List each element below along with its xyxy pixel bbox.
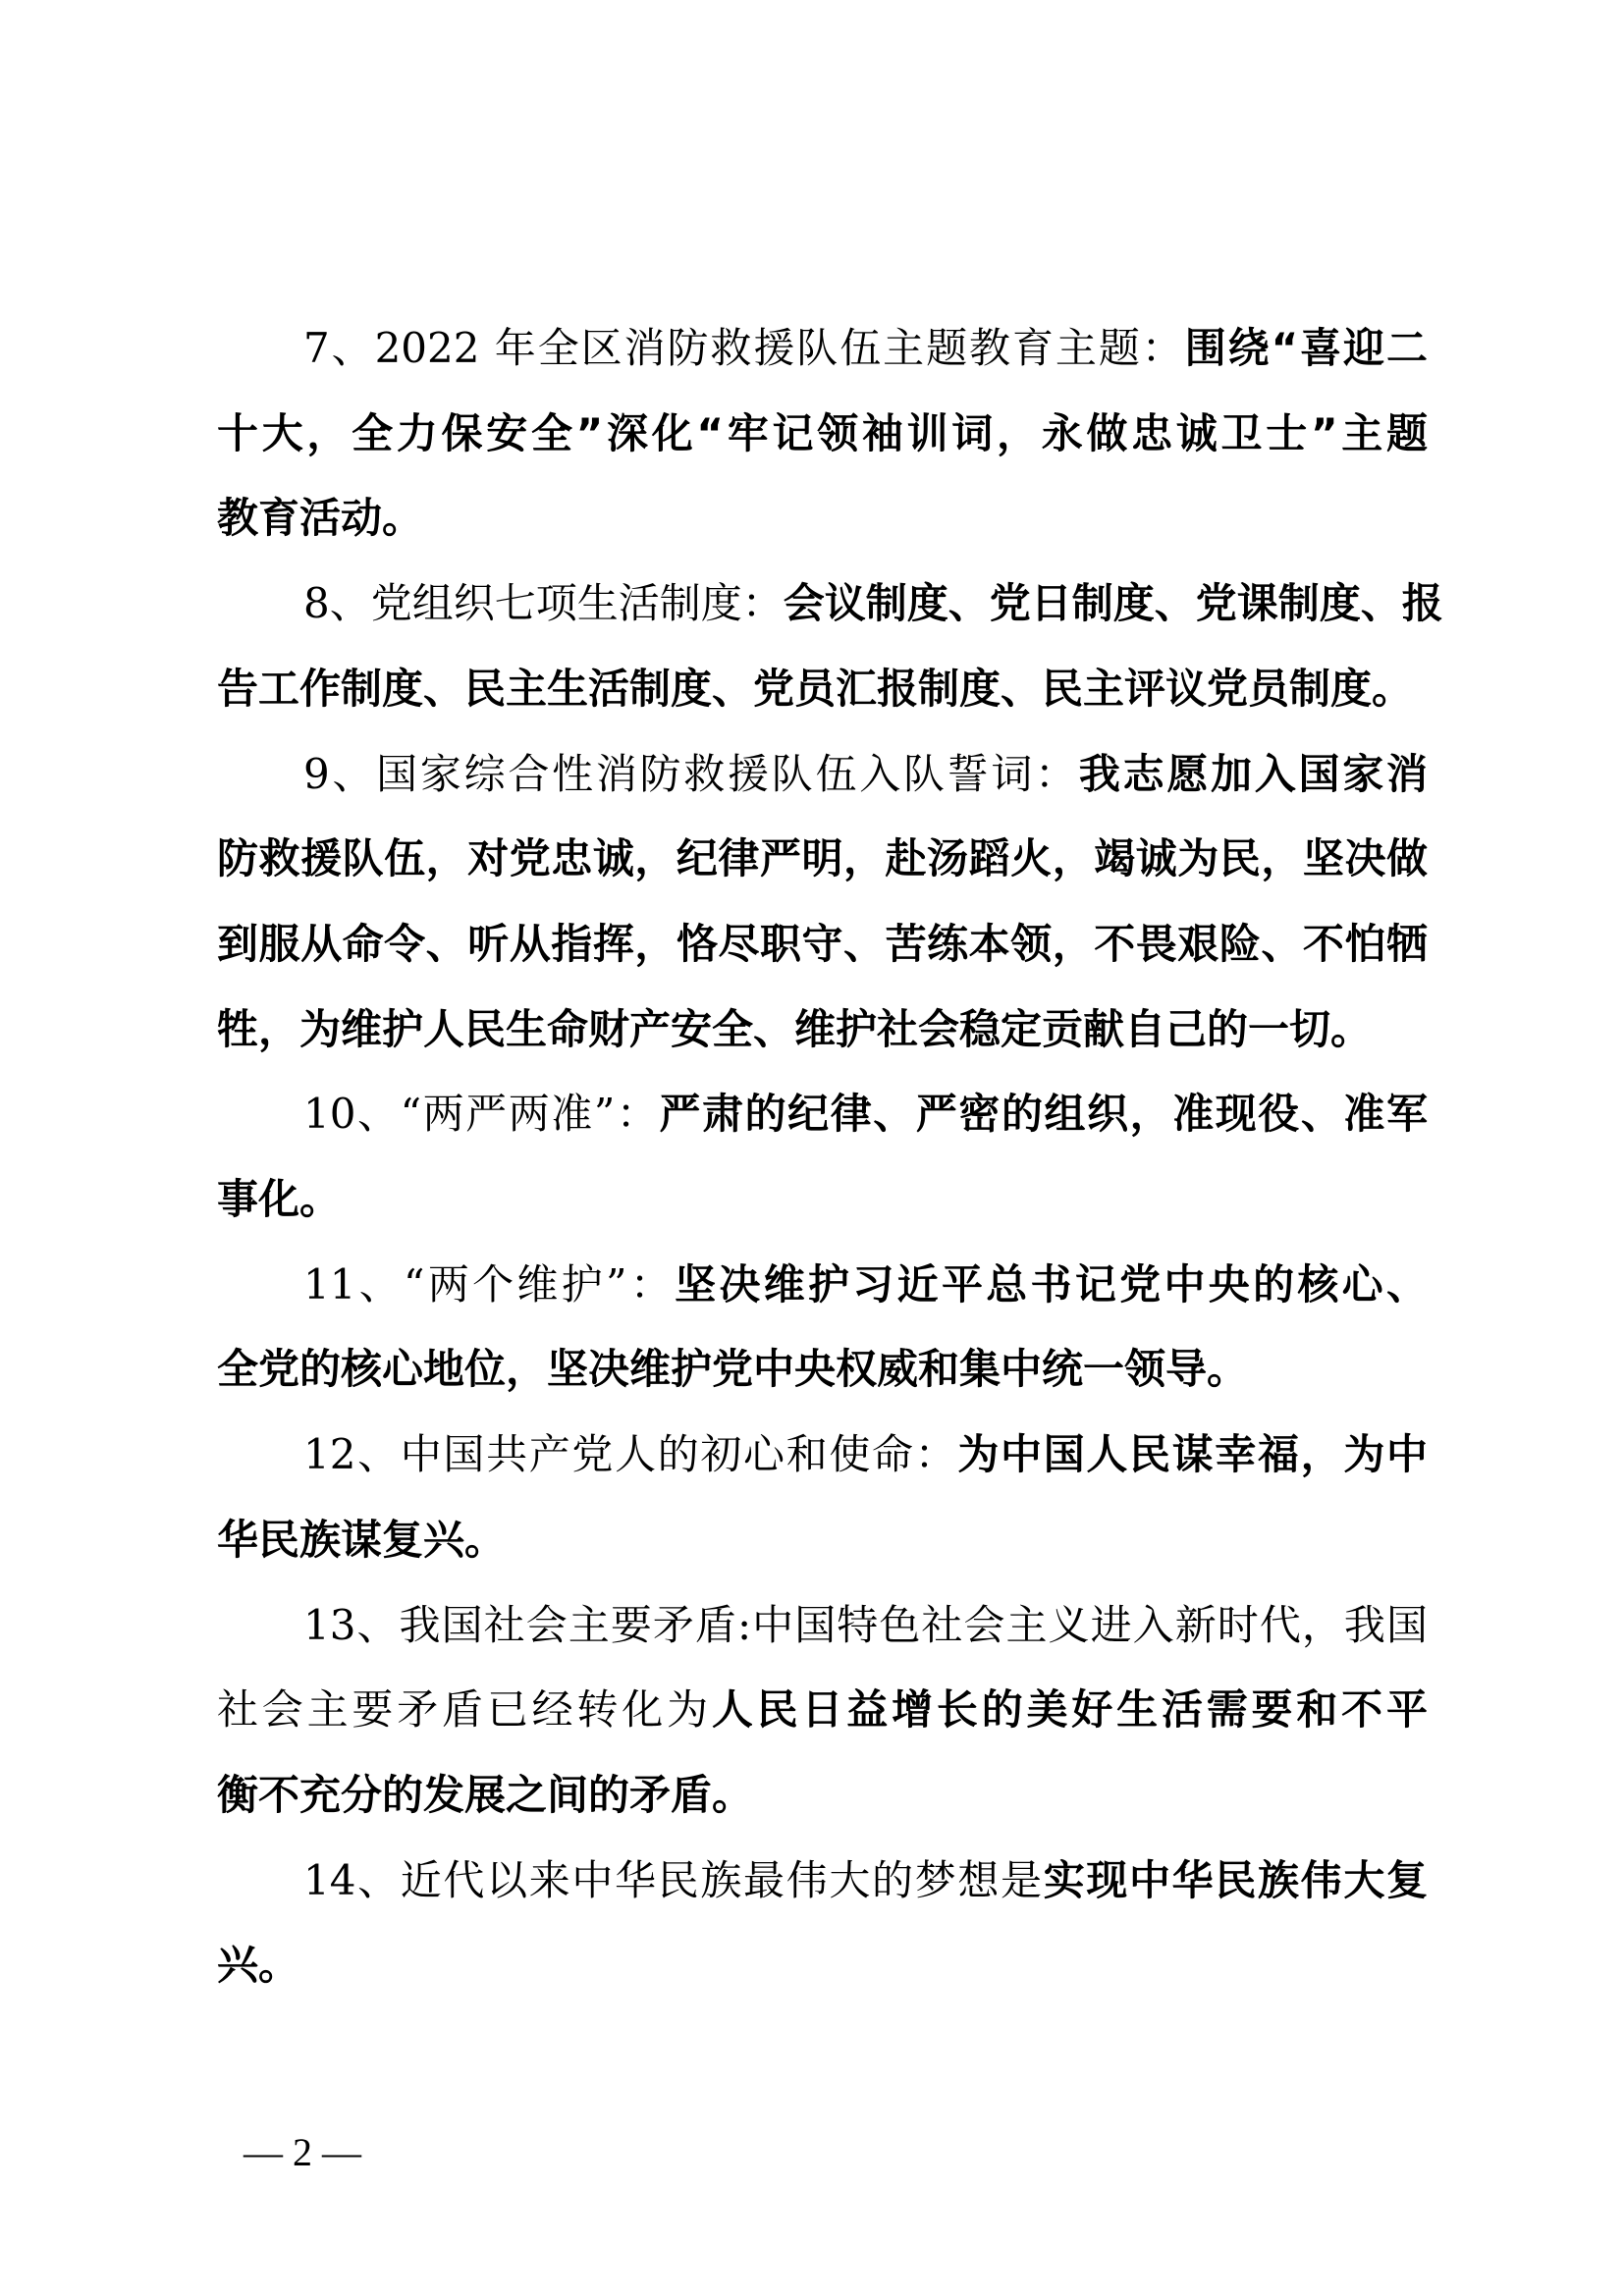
question-text: 11、“两个维护”： <box>303 1260 676 1308</box>
bold-answer-text: 防救援队伍，对党忠诚，纪律严明，赴汤蹈火，竭诚为民，坚决做 <box>217 834 1428 882</box>
page-number: — 2 — <box>244 2130 361 2174</box>
question-text: 13、我国社会主要矛盾:中国特色社会主义进入新时代，我国 <box>303 1601 1428 1649</box>
question-text: 9、国家综合性消防救援队伍入队誓词： <box>303 750 1079 798</box>
item-9-line-4 <box>217 1000 1428 1059</box>
item-12-line-2 <box>217 1511 1428 1570</box>
item-7-line-1 <box>303 319 1428 378</box>
question-text: 10、“两严两准”： <box>303 1090 660 1138</box>
question-text: 社会主要矛盾已经转化为 <box>217 1685 712 1734</box>
item-9-line-3 <box>217 915 1428 974</box>
bold-answer-text: 告工作制度、民主生活制度、党员汇报制度、民主评议党员制度。 <box>217 665 1414 713</box>
bold-answer-text: 衡不充分的发展之间的矛盾。 <box>217 1771 754 1819</box>
question-text: 7、2022 年全区消防救援队伍主题教育主题： <box>303 324 1185 372</box>
bold-answer-text: 会议制度、党日制度、党课制度、报 <box>783 579 1443 627</box>
item-7-line-3 <box>217 489 1428 548</box>
bold-answer-text: 我志愿加入国家消 <box>1078 750 1428 798</box>
item-10-line-1 <box>303 1085 1428 1144</box>
item-12-line-1 <box>303 1425 1428 1484</box>
bold-answer-text: 实现中华民族伟大复 <box>1043 1856 1428 1904</box>
item-11-line-1 <box>303 1255 1428 1314</box>
bold-answer-text: 华民族谋复兴。 <box>217 1516 507 1564</box>
question-text: 14、近代以来中华民族最伟大的梦想是 <box>303 1856 1044 1904</box>
bold-answer-text: 为中国人民谋幸福，为中 <box>957 1430 1428 1478</box>
item-14-line-1 <box>303 1851 1428 1910</box>
question-text: 8、党组织七项生活制度： <box>303 579 784 627</box>
item-7-line-2 <box>217 404 1428 463</box>
item-8-line-2 <box>217 660 1428 719</box>
bold-answer-text: 全党的核心地位，坚决维护党中央权威和集中统一领导。 <box>217 1345 1249 1393</box>
item-8-line-1 <box>303 574 1443 633</box>
bold-answer-text: 兴。 <box>217 1941 300 1989</box>
item-14-line-2 <box>217 1936 1428 1995</box>
bold-answer-text: 教育活动。 <box>217 494 424 542</box>
item-9-line-1 <box>303 745 1428 804</box>
bold-answer-text: 严肃的纪律、严密的组织，准现役、准军 <box>659 1090 1428 1138</box>
bold-answer-text: 十大，全力保安全”深化“牢记领袖训词，永做忠诚卫士”主题 <box>217 409 1428 457</box>
item-13-line-1 <box>303 1596 1428 1655</box>
item-11-line-2 <box>217 1340 1428 1399</box>
bold-answer-text: 围绕“喜迎二 <box>1184 324 1428 372</box>
bold-answer-text: 事化。 <box>217 1175 342 1223</box>
question-text: 12、中国共产党人的初心和使命： <box>303 1430 958 1478</box>
item-13-line-3 <box>217 1766 1428 1825</box>
item-13-line-2 <box>217 1681 1428 1739</box>
item-10-line-2 <box>217 1170 1428 1229</box>
bold-answer-text: 牲，为维护人民生命财产安全、维护社会稳定贡献自己的一切。 <box>217 1005 1373 1053</box>
bold-answer-text: 到服从命令、听从指挥，恪尽职守、苦练本领，不畏艰险、不怕牺 <box>217 920 1428 968</box>
bold-answer-text: 坚决维护习近平总书记党中央的核心、 <box>675 1260 1428 1308</box>
item-9-line-2 <box>217 829 1428 888</box>
bold-answer-text: 人民日益增长的美好生活需要和不平 <box>711 1685 1428 1734</box>
